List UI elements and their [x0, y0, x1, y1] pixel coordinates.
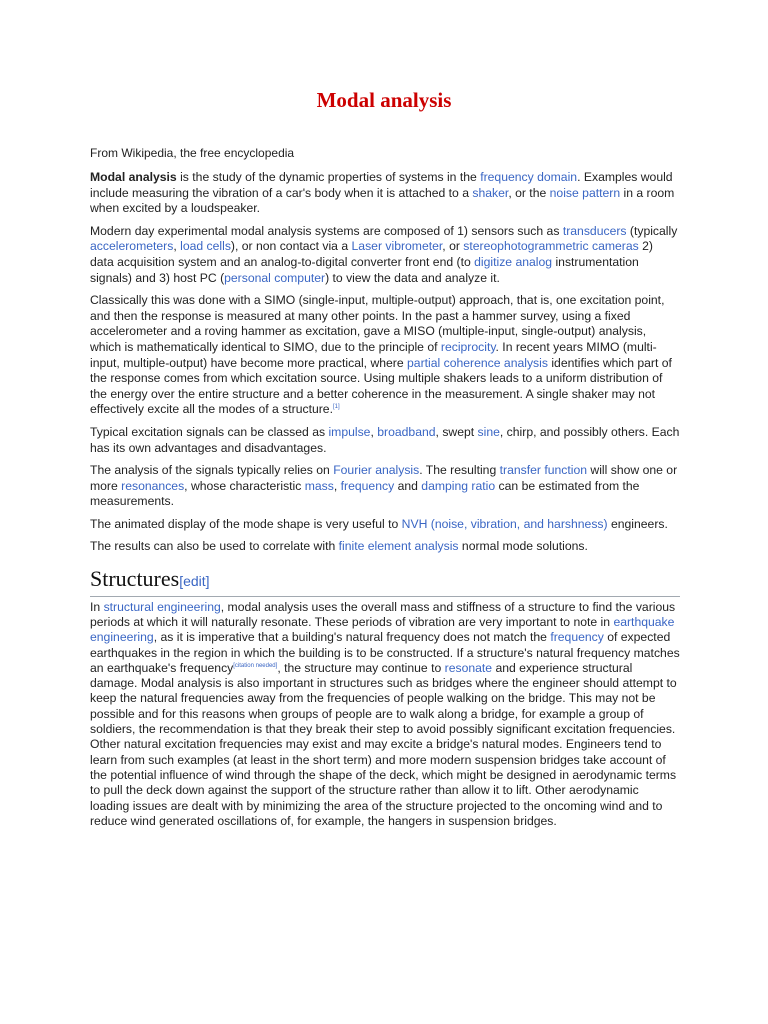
link-load-cells[interactable]: load cells — [180, 239, 231, 254]
link-resonances[interactable]: resonances — [121, 478, 185, 493]
link-transducers[interactable]: transducers — [562, 223, 627, 238]
nvh-paragraph: The animated display of the mode shape is very useful to NVH (noise, vibration, and harshness) engineers. — [90, 516, 668, 531]
excitation-paragraph: Typical excitation signals can be classed as impulse, broadband, swept sine, chirp, and possibly others. Each has its own advantages and disadvantages. — [90, 424, 680, 455]
intro-paragraph: Modal analysis is the study of the dynamic properties of systems in the frequency domain. Examples would include measuring the vibration of a car's body when it is attached to a shaker, or the noise pattern in a room when excited by a loudspeaker. — [90, 170, 675, 216]
link-reciprocity[interactable]: reciprocity — [440, 339, 496, 354]
link-finite-element-analysis[interactable]: finite element analysis — [338, 539, 459, 554]
structures-paragraph: In structural engineering, modal analysis uses the overall mass and stiffness of a structure to find the various periods at which it will naturally resonate. These periods of vibration are very important to note in earthquake engineering, as it is imperative that a building's natural frequency does not match the frequency of expected earthquakes in the region in which the building is to be constructed. If a structure's natural frequency matches an earthquake's frequency[citation needed], the structure may continue to resonate and experience structural damage. Modal analysis is also important in structures such as bridges where the engineer should attempt to keep the natural frequencies away from the frequencies of people walking on the bridge. This may not be possible and for this reasons when groups of people are to walk along a bridge, for example a group of soldiers, the recommendation is that they break their step to avoid possibly significant excitation frequencies. Other natural excitation frequencies may exist and may excite a bridge's natural modes. Engineers tend to learn from such examples (at least in the short term) and more modern suspension bridges take account of the potential influence of wind through the shape of the deck, which might be designed in aerodynamic terms to pull the deck down against the support of the structure rather than allow it to lift. Other aerodynamic loading issues are dealt with by minimizing the area of the structure projected to the oncoming wind and to reduce wind generated oscillations of, for example, the hangers in suspension bridges. — [90, 599, 680, 828]
link-resonate[interactable]: resonate — [444, 660, 493, 675]
link-frequency-structures[interactable]: frequency — [550, 630, 604, 645]
link-fourier-analysis[interactable]: Fourier analysis — [333, 463, 420, 478]
systems-paragraph: Modern day experimental modal analysis systems are composed of 1) sensors such as transducers (typically accelerometers, load cells), or non contact via a Laser vibrometer, or stereophotogrammetric cameras 2) data acquisition system and an analog-to-digital converter front end (to digitize analog instrumentation signals) and 3) host PC (personal computer) to view the data and analyze it. — [90, 223, 678, 285]
link-accelerometers[interactable]: accelerometers — [90, 239, 174, 254]
link-laser-vibrometer[interactable]: Laser vibrometer — [351, 239, 443, 254]
classic-paragraph: Classically this was done with a SIMO (single-input, multiple-output) approach, that is, one excitation point, and then the response is measured at many other points. In the past a hammer survey, using a fixed accelerometer and a roving hammer as excitation, gave a MISO (multiple-input, single-output) analysis, which is mathematically identical to SIMO, due to the principle of reciprocity. In recent years MIMO (multi-input, multiple-output) have become more practical, where partial coherence analysis identifies which part of the response comes from which excitation source. Using multiple shakers leads to a uniform distribution of the energy over the entire structure and a better coherence in the measurement. A single shaker may not effectively excite all the modes of a structure.[1] — [90, 293, 672, 417]
fourier-paragraph: The analysis of the signals typically relies on Fourier analysis. The resulting transfer function will show one or more resonances, whose characteristic mass, frequency and damping ratio can be estimated from the measurements. — [90, 463, 678, 509]
page-subtitle: From Wikipedia, the free encyclopedia — [90, 146, 295, 160]
page-title: Modal analysis — [316, 88, 452, 112]
link-damping-ratio[interactable]: damping ratio — [421, 478, 496, 493]
fea-paragraph: The results can also be used to correlate with finite element analysis normal mode solutions. — [90, 539, 588, 554]
edit-section-link[interactable]: [edit] — [179, 573, 210, 590]
section-heading-structures: Structures[edit] — [90, 571, 680, 597]
link-partial-coherence-analysis[interactable]: partial coherence analysis — [407, 355, 548, 370]
link-frequency[interactable]: frequency — [340, 478, 395, 493]
link-noise-pattern[interactable]: noise pattern — [549, 185, 621, 200]
citation-needed-link[interactable]: [citation needed] — [233, 662, 278, 669]
link-sine[interactable]: sine — [477, 424, 500, 439]
intro-term: Modal analysis — [90, 170, 177, 184]
link-frequency-domain[interactable]: frequency domain — [480, 170, 578, 184]
link-structural-engineering[interactable]: structural engineering — [103, 599, 221, 614]
reference-1-link[interactable]: [1] — [332, 404, 340, 411]
link-impulse[interactable]: impulse — [328, 424, 371, 439]
link-nvh[interactable]: NVH (noise, vibration, and harshness) — [401, 516, 608, 531]
link-transfer-function[interactable]: transfer function — [499, 463, 588, 478]
link-mass[interactable]: mass — [304, 478, 334, 493]
link-analog[interactable]: analog — [515, 254, 553, 269]
link-digitize[interactable]: digitize — [474, 254, 513, 269]
article-body — [90, 170, 680, 836]
link-personal-computer[interactable]: personal computer — [224, 270, 326, 285]
link-stereophotogrammetric-cameras[interactable]: stereophotogrammetric cameras — [463, 239, 639, 254]
link-shaker[interactable]: shaker — [472, 185, 509, 200]
link-broadband[interactable]: broadband — [377, 424, 436, 439]
link-earthquake-engineering[interactable]: earthquake engineering — [90, 614, 675, 645]
